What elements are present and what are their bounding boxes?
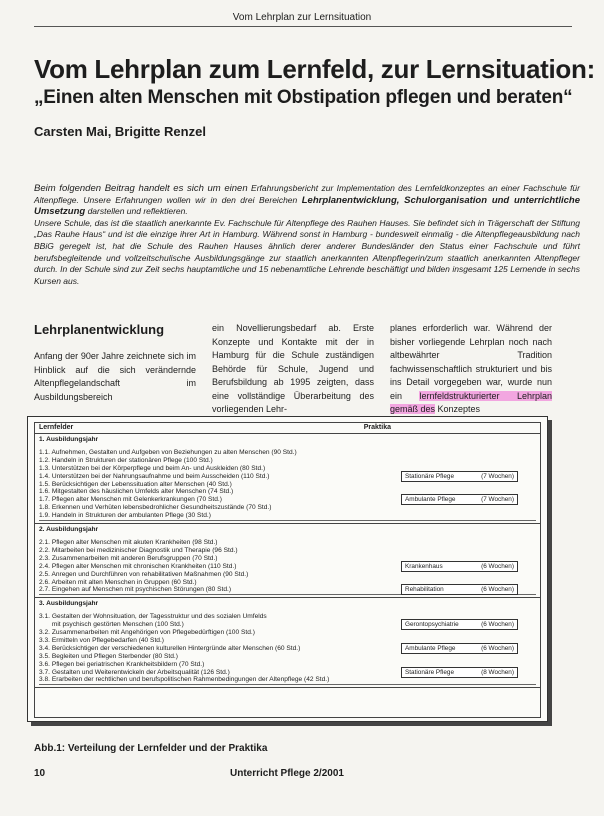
praktikum-duration: (6 Wochen) bbox=[481, 586, 514, 594]
lernfeld-item: 1.7. Pflegen alter Menschen mit Gelenkerkrankungen (70 Std.) bbox=[39, 496, 222, 504]
praktikum-name: Ambulante Pflege bbox=[405, 644, 456, 652]
year-section bbox=[35, 524, 540, 598]
column-1 bbox=[34, 322, 196, 404]
column-1-text: Anfang der 90er Jahre zeichnete sich im Hinblick auf die sich verändernde Altenpflegelandschaft im Ausbildungsbereich bbox=[34, 351, 196, 402]
column-2-text: ein Novellierungsbedarf ab. Erste Konzepte und Kontakte mit der in Hamburg für die Schule zuständigen Behörde für Schule, Jugend und Berufsbildung ab 1995 zeigten, dass eine vollständige Überarbeitung des vorliegenden Lehr- bbox=[212, 323, 374, 414]
praktikum-box bbox=[401, 619, 518, 630]
lernfeld-item: mit psychisch gestörten Menschen (100 Std.) bbox=[39, 621, 184, 629]
praktikum-box bbox=[401, 561, 518, 572]
lernfeld-item: 2.4. Pflegen alter Menschen mit chronischen Krankheiten (110 Std.) bbox=[39, 562, 237, 570]
year-section bbox=[35, 598, 540, 688]
praktikum-duration: (8 Wochen) bbox=[481, 668, 514, 676]
article-title: Vom Lehrplan zum Lernfeld, zur Lernsituation: bbox=[34, 54, 595, 84]
lernfeld-item: 3.7. Gestalten und Weiterentwickeln der Arbeitsqualität (126 Std.) bbox=[39, 668, 230, 676]
lernfeld-item: 1.5. Berücksichtigen der Lebenssituation alter Menschen (40 Std.) bbox=[39, 480, 232, 488]
praktikum-box bbox=[401, 494, 518, 505]
running-head: Vom Lehrplan zur Lernsituation bbox=[232, 12, 372, 23]
lernfeld-item: 1.6. Mitgestalten des häuslichen Umfelds alter Menschen (74 Std.) bbox=[39, 488, 234, 496]
praktikum-name: Stationäre Pflege bbox=[405, 472, 455, 480]
figure-header-row bbox=[35, 423, 540, 434]
praktikum-name: Krankenhaus bbox=[405, 562, 443, 570]
praktikum-box bbox=[401, 667, 518, 678]
lernfeld-item: 1.2. Handeln in Strukturen der stationären Pflege (100 Std.) bbox=[39, 456, 213, 464]
highlighted-text: lernfeldstrukturierter Lehrplan gemäß des bbox=[390, 390, 553, 414]
lernfeld-item: 3.5. Begleiten und Pflegen Sterbender (80 Std.) bbox=[39, 652, 178, 660]
figure-table bbox=[34, 422, 541, 718]
header-lernfelder: Lernfelder bbox=[39, 424, 74, 431]
header-rule bbox=[34, 26, 572, 27]
lernfeld-item: 1.4. Unterstützen bei der Nahrungsaufnahme und beim Ausscheiden (110 Std.) bbox=[39, 472, 270, 480]
lernfeld-item: 2.2. Mitarbeiten bei medizinischer Diagnostik und Therapie (96 Std.) bbox=[39, 546, 238, 554]
lernfeld-item: 3.3. Ermitteln von Pflegebedarfen (40 Std.) bbox=[39, 636, 164, 644]
lernfeld-item: 2.3. Zusammenarbeiten mit anderen Berufsgruppen (70 Std.) bbox=[39, 554, 218, 562]
column-3-text-b: Konzeptes bbox=[435, 404, 481, 414]
praktikum-duration: (7 Wochen) bbox=[481, 496, 514, 504]
intro-paragraph-1 bbox=[34, 183, 580, 218]
praktikum-duration: (6 Wochen) bbox=[481, 621, 514, 629]
column-3-text bbox=[390, 322, 552, 417]
column-2 bbox=[212, 322, 374, 417]
lernfeld-item: 1.3. Unterstützen bei der Körperpflege und beim An- und Auskleiden (80 Std.) bbox=[39, 464, 266, 472]
lernfeld-item: 2.7. Eingehen auf Menschen mit psychischen Störungen (80 Std.) bbox=[39, 586, 536, 595]
intro-lead: Beim folgenden Beitrag handelt es sich um einen bbox=[34, 183, 248, 194]
authors: Carsten Mai, Brigitte Renzel bbox=[34, 124, 206, 139]
lernfeld-item: 1.1. Aufnehmen, Gestalten und Aufgeben von Beziehungen zu alten Menschen (90 Std.) bbox=[39, 448, 297, 456]
column-3 bbox=[390, 322, 552, 417]
lernfeld-item: 2.5. Anregen und Durchführen von rehabilitativen Maßnahmen (90 Std.) bbox=[39, 570, 249, 578]
praktikum-duration: (7 Wochen) bbox=[481, 472, 514, 480]
praktikum-name: Rehabilitation bbox=[405, 586, 444, 594]
lernfeld-item: 2.1. Pflegen alter Menschen mit akuten Krankheiten (98 Std.) bbox=[39, 538, 218, 546]
praktikum-name: Gerontopsychiatrie bbox=[405, 621, 459, 629]
figure-lernfelder bbox=[27, 416, 548, 722]
section-heading: Lehrplanentwicklung bbox=[34, 322, 165, 337]
praktikum-name: Stationäre Pflege bbox=[405, 668, 455, 676]
praktikum-box bbox=[401, 471, 518, 482]
figure-caption: Abb.1: Verteilung der Lernfelder und der Praktika bbox=[34, 743, 268, 754]
lernfeld-item: 3.6. Pflegen bei geriatrischen Krankheitsbildern (70 Std.) bbox=[39, 660, 205, 668]
year-title: 2. Ausbildungsjahr bbox=[39, 526, 99, 534]
praktikum-duration: (6 Wochen) bbox=[481, 562, 514, 570]
intro-text-1: Erfahrungsbericht zur Implementation des Lernfeldkonzeptes an einer Fachschule für Altenpflege. Unsere Erfahrungen wollen wir in den drei Bereichen bbox=[34, 183, 580, 205]
header-praktika: Praktika bbox=[363, 424, 391, 431]
lernfeld-item: 2.6. Arbeiten mit alten Menschen in Gruppen (60 Std.) bbox=[39, 578, 197, 586]
lernfeld-item: 3.2. Zusammenarbeiten mit Angehörigen von Pflegebedürftigen (100 Std.) bbox=[39, 629, 255, 637]
lernfeld-item: 3.1. Gestalten der Wohnsituation, der Tagesstruktur und des sozialen Umfelds bbox=[39, 613, 267, 621]
lernfeld-item: 1.8. Erkennen und Verhüten lebensbedrohlicher Gesundheitszustände (70 Std.) bbox=[39, 504, 272, 512]
lernfeld-item: 3.4. Berücksichtigen der verschiedenen kulturellen Hintergründe alter Menschen (60 Std.) bbox=[39, 644, 301, 652]
year-title: 1. Ausbildungsjahr bbox=[39, 436, 99, 443]
praktikum-box bbox=[401, 643, 518, 654]
praktikum-name: Ambulante Pflege bbox=[405, 496, 456, 504]
lernfeld-item: 1.9. Handeln in Strukturen der ambulanten Pflege (30 Std.) bbox=[39, 512, 536, 521]
intro-bold: Lehrplanentwicklung, Schulorganisation und unterrichtliche Umsetzung bbox=[34, 194, 580, 218]
lernfeld-item: 3.8. Erarbeiten der rechtlichen und berufspolitischen Rahmenbedingungen der Altenpflege (42 Std.) bbox=[39, 676, 536, 685]
years-container bbox=[35, 434, 540, 688]
year-title: 3. Ausbildungsjahr bbox=[39, 600, 99, 608]
year-section bbox=[35, 434, 540, 524]
praktikum-duration: (6 Wochen) bbox=[481, 644, 514, 652]
intro-block bbox=[34, 183, 580, 287]
intro-paragraph-2: Unsere Schule, das ist die staatlich anerkannte Ev. Fachschule für Altenpflege des Rauhen Hauses. Sie befindet sich in Trägerschaft der Stiftung „Das Rauhe Haus“ und ist die einzige ihrer Art in Hamburg. Während sonst in Hamburg - bundesweit einmalig - die Altenpflegeausbildung nach BBiG geregelt ist, hat die Schule des Rauhen Hauses ähnlich derer anderer Bundesländer den Status einer Fachschule und führt berufsbegleitende und vollzeitschulische Ausbildungsgänge zur staatlich anerkannten Altenpflegerin/zum staatlich anerkannten Altenpfleger durch. In der Schule sind zur Zeit sechs hauptamtliche und 15 nebenamtliche Lehrende beschäftigt und bilden insgesamt 125 Lernende in sechs Kursen aus. bbox=[34, 217, 580, 286]
praktikum-box bbox=[401, 584, 518, 595]
journal-name: Unterricht Pflege 2/2001 bbox=[230, 768, 344, 779]
intro-text-2: darstellen und reflektieren. bbox=[85, 206, 188, 217]
page-number: 10 bbox=[34, 768, 46, 779]
article-subtitle: „Einen alten Menschen mit Obstipation pflegen und beraten“ bbox=[34, 87, 573, 108]
column-3-text-a: planes erforderlich war. Während der bisher vorliegende Lehrplan noch nach altbewährter Tradition fachwissenschaftlich strukturiert und bis ins Detail vorgegeben war, wurde nun ein bbox=[390, 323, 552, 401]
